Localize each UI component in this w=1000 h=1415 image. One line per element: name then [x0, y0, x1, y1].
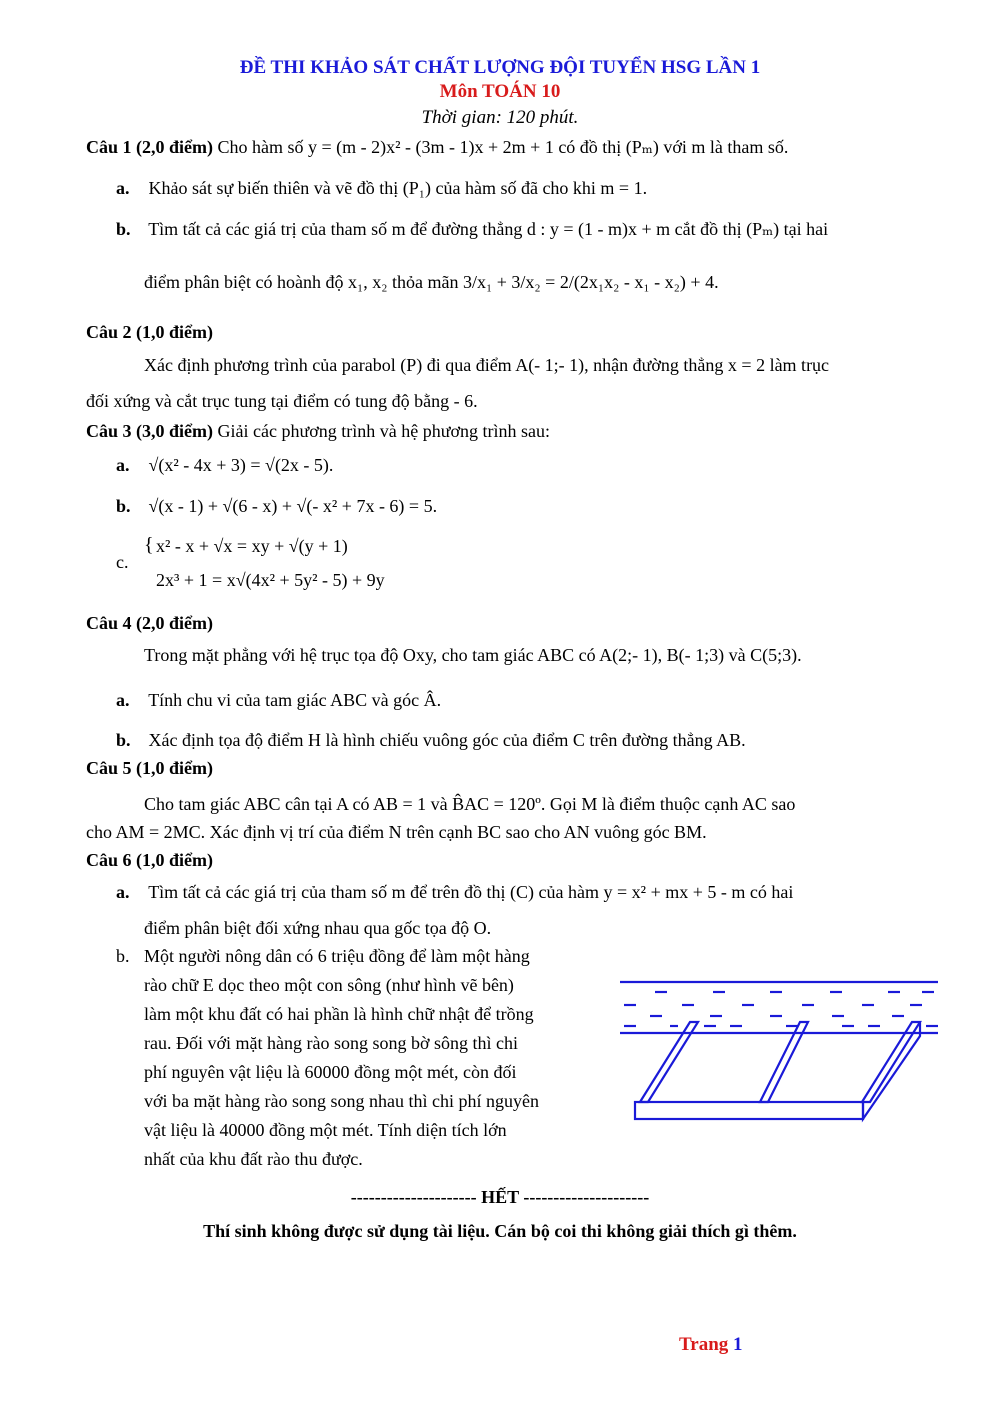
q1b-line2: điểm phân biệt có hoành độ x₁, x₂ thỏa mãn 3/x₁ + 3/x₂ = 2/(2x₁x₂ - x₁ - x₂) + 4.: [144, 272, 719, 292]
q5-heading: Câu 5 (1,0 điểm): [86, 758, 213, 778]
q1a-line: [116, 176, 647, 200]
q6-heading: Câu 6 (1,0 điểm): [86, 850, 213, 870]
exam-title: ĐỀ THI KHẢO SÁT CHẤT LƯỢNG ĐỘI TUYỂN HSG LẦN 1: [239, 57, 761, 78]
q6b-line-6: vật liệu là 40000 đồng một mét. Tính diện tích lớn: [144, 1120, 507, 1140]
footer-note: Thí sinh không được sử dụng tài liệu. Cán bộ coi thi không giải thích gì thêm.: [203, 1221, 797, 1241]
q4a-text: Tính chu vi của tam giác ABC và góc Â.: [148, 690, 442, 710]
q3-line: [86, 419, 550, 443]
q3c-brace: {: [144, 534, 154, 556]
q1b-text1: Tìm tất cả các giá trị của tham số m để đường thẳng d : y = (1 - m)x + m cắt đồ thị (Pₘ) tại hai: [148, 219, 829, 239]
q4a-line: [116, 688, 441, 712]
q6b-line-7: nhất của khu đất rào thu được.: [144, 1149, 363, 1169]
q1b-line1: [116, 217, 828, 241]
q6b-paragraph: [144, 942, 588, 1174]
q5-text1: Cho tam giác ABC cân tại A có AB = 1 và B̂AC = 120º. Gọi M là điểm thuộc cạnh AC sao: [144, 794, 796, 814]
q6b-label: b.: [116, 946, 130, 966]
q6a-label: a.: [116, 882, 130, 902]
q6b-line-4: phí nguyên vật liệu là 60000 đồng một mét, còn đối: [144, 1062, 517, 1082]
q3a-label: a.: [116, 455, 130, 475]
q4b-label: b.: [116, 730, 131, 750]
q6a-text1: Tìm tất cả các giá trị của tham số m để trên đồ thị (C) của hàm y = x² + mx + 5 - m có hai: [148, 882, 794, 902]
q3c-label: c.: [116, 552, 129, 572]
q1a-label: a.: [116, 178, 130, 198]
q6b-line-2: làm một khu đất có hai phần là hình chữ nhật để trồng: [144, 1004, 534, 1024]
exam-subject: Môn TOÁN 10: [439, 81, 561, 102]
q1-text: Cho hàm số y = (m - 2)x² - (3m - 1)x + 2m + 1 có đồ thị (Pₘ) với m là tham số.: [217, 137, 789, 157]
q1a-text: Khảo sát sự biến thiên và vẽ đồ thị (P₁) của hàm số đã cho khi m = 1.: [148, 178, 648, 198]
q2-text1: Xác định phương trình của parabol (P) đi qua điểm A(- 1;- 1), nhận đường thẳng x = 2 làm trục: [144, 355, 830, 375]
q4b-text: Xác định tọa độ điểm H là hình chiếu vuông góc của điểm C trên đường thẳng AB.: [148, 730, 746, 750]
river-dashes: [624, 992, 938, 1026]
page-number: [679, 1333, 743, 1357]
q1b-label: b.: [116, 219, 131, 239]
q3-heading: Câu 3 (3,0 điểm): [86, 421, 213, 441]
q3b-label: b.: [116, 496, 131, 516]
q2-heading: Câu 2 (1,0 điểm): [86, 322, 213, 342]
exam-time: Thời gian: 120 phút.: [421, 107, 579, 128]
q6a-text2: điểm phân biệt đối xứng nhau qua gốc tọa độ O.: [144, 918, 492, 938]
fence-river-figure: [610, 970, 945, 1130]
q3a-text: √(x² - 4x + 3) = √(2x - 5).: [148, 455, 334, 475]
q5-text2: cho AM = 2MC. Xác định vị trí của điểm N trên cạnh BC sao cho AN vuông góc BM.: [86, 822, 707, 842]
page-label: Trang: [679, 1334, 729, 1355]
fence-front-rail: [635, 1022, 920, 1119]
q6b-line-1: rào chữ E dọc theo một con sông (như hình vẽ bên): [144, 975, 514, 995]
q6b-line-5: với ba mặt hàng rào song song nhau thì chi phí nguyên: [144, 1091, 539, 1111]
q6a-line1: [116, 880, 793, 904]
q6b-line-0: Một người nông dân có 6 triệu đồng để làm một hàng: [144, 946, 530, 966]
q6b-line-3: rau. Đối với mặt hàng rào song song bờ sông thì chi: [144, 1033, 518, 1053]
q3b-text: √(x - 1) + √(6 - x) + √(- x² + 7x - 6) = 5.: [148, 496, 438, 516]
q2-text2: đối xứng và cắt trục tung tại điểm có tung độ bằng - 6.: [86, 391, 478, 411]
q4b-line: [116, 728, 746, 752]
q3c-line1: x² - x + √x = xy + √(y + 1): [156, 536, 348, 556]
q3b-line: [116, 494, 437, 518]
q4-heading: Câu 4 (2,0 điểm): [86, 613, 213, 633]
end-marker: --------------------- HẾT ---------------------: [350, 1187, 650, 1207]
q3c-line2: 2x³ + 1 = x√(4x² + 5y² - 5) + 9y: [156, 570, 385, 590]
q1-heading: Câu 1 (2,0 điểm): [86, 137, 213, 157]
q4-text: Trong mặt phẳng với hệ trục tọa độ Oxy, cho tam giác ABC có A(2;- 1), B(- 1;3) và C(5;3).: [144, 645, 802, 665]
q4a-label: a.: [116, 690, 130, 710]
q3-intro: Giải các phương trình và hệ phương trình sau:: [217, 421, 550, 441]
page-num: 1: [733, 1334, 743, 1355]
q3a-line: [116, 453, 333, 477]
q1-line: [86, 135, 788, 159]
